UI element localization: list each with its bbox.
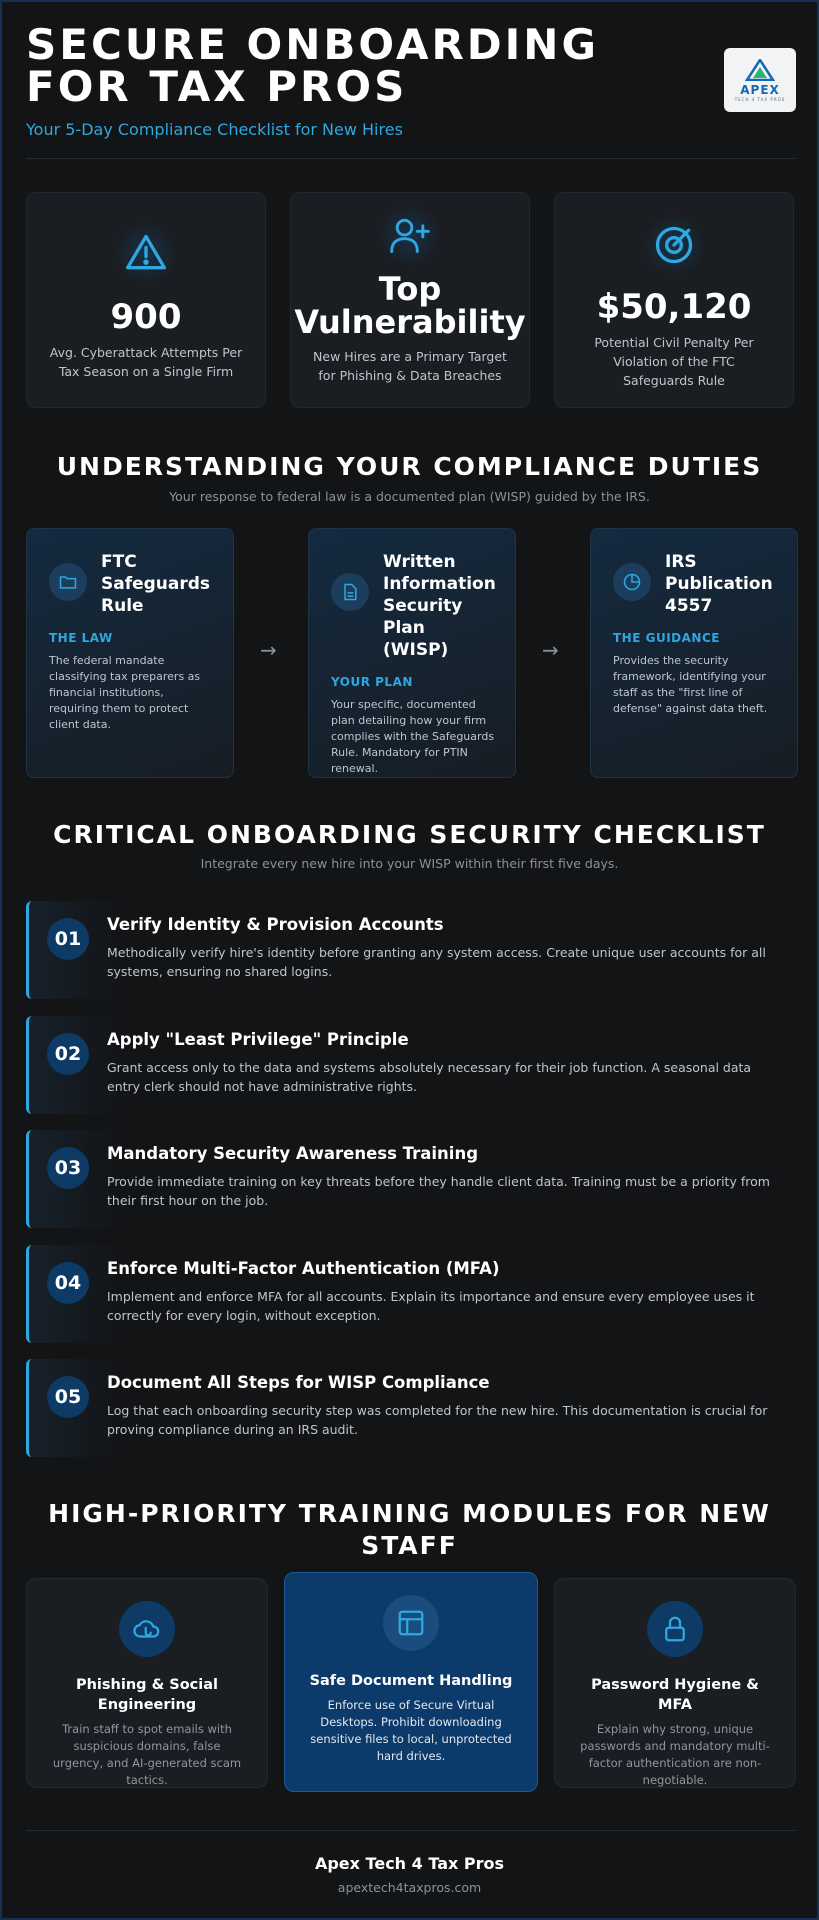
duty-name: Written Information Security Plan (WISP) (383, 552, 496, 660)
logo-name: APEX (740, 82, 780, 97)
header (26, 20, 676, 139)
training-title: HIGH-PRIORITY TRAINING MODULES FOR NEW STAFF (48, 1499, 771, 1560)
step-number: 01 (47, 918, 89, 960)
footer-divider (26, 1830, 796, 1831)
duty-tag: THE GUIDANCE (613, 631, 720, 645)
footer-url: apextech4taxpros.com (337, 1880, 482, 1895)
step-text: Implement and enforce MFA for all accounts. Explain its importance and ensure every employee uses it correctly for every login, without exception. (107, 1289, 755, 1323)
stat-card-vulnerability (290, 192, 530, 408)
module-text: Explain why strong, unique passwords and mandatory multi-factor authentication are non-negotiable. (580, 1722, 770, 1787)
layout-icon (383, 1595, 439, 1651)
logo-mark-icon (745, 59, 775, 81)
step-title: Enforce Multi-Factor Authentication (MFA) (107, 1259, 500, 1278)
step-text: Provide immediate training on key threats before they handle client data. Training must be a priority from their first hour on the job. (107, 1174, 770, 1208)
step-title: Verify Identity & Provision Accounts (107, 915, 444, 934)
duty-text: Your specific, documented plan detailing how your firm complies with the Safeguards Rule. Mandatory for PTIN renewal. (331, 698, 495, 775)
step-number: 03 (47, 1147, 89, 1189)
module-text: Train staff to spot emails with suspicious domains, false urgency, and AI-generated scam tactics. (52, 1722, 242, 1787)
duty-text: The federal mandate classifying tax preparers as financial institutions, requiring them to protect client data. (49, 654, 201, 731)
module-card-documents (284, 1572, 538, 1792)
checklist-step (26, 901, 796, 999)
checklist-step (26, 1359, 796, 1457)
checklist-subtitle: Integrate every new hire into your WISP within their first five days. (200, 856, 619, 871)
duty-card-ftc (26, 528, 234, 778)
step-text: Methodically verify hire's identity before granting any system access. Create unique user accounts for all systems, ensuring no shared logins. (107, 945, 766, 979)
step-number: 05 (47, 1376, 89, 1418)
step-text: Grant access only to the data and systems absolutely necessary for their job function. A seasonal data entry clerk should not have administrative rights. (107, 1060, 752, 1094)
stat-card-penalty (554, 192, 794, 408)
stat-label: Avg. Cyberattack Attempts Per Tax Season on a Single Firm (49, 345, 243, 379)
folder-icon (49, 563, 87, 601)
user-plus-icon (380, 205, 440, 265)
page-subtitle: Your 5-Day Compliance Checklist for New Hires (26, 120, 403, 139)
lock-icon (647, 1601, 703, 1657)
duty-name: IRS Publication 4557 (665, 552, 773, 616)
duty-name: FTC Safeguards Rule (101, 552, 211, 616)
step-title: Mandatory Security Awareness Training (107, 1144, 479, 1163)
stat-value: $50,120 (596, 287, 752, 327)
apex-logo (724, 48, 796, 112)
header-divider (26, 158, 796, 159)
warning-icon (116, 223, 176, 283)
step-number: 04 (47, 1262, 89, 1304)
module-title: Password Hygiene & MFA (591, 1677, 759, 1713)
document-icon (331, 573, 369, 611)
stat-label: Potential Civil Penalty Per Violation of the FTC Safeguards Rule (594, 335, 754, 388)
stat-label: New Hires are a Primary Target for Phishing & Data Breaches (313, 349, 507, 383)
duty-tag: YOUR PLAN (331, 675, 413, 689)
duty-card-irs (590, 528, 798, 778)
logo-tagline: TECH 4 TAX PROS (734, 96, 786, 102)
step-title: Document All Steps for WISP Compliance (107, 1373, 490, 1392)
module-card-passwords (554, 1578, 796, 1788)
step-number: 02 (47, 1033, 89, 1075)
module-title: Safe Document Handling (309, 1673, 513, 1689)
footer-company-name: Apex Tech 4 Tax Pros (314, 1854, 505, 1873)
duty-tag: THE LAW (49, 631, 113, 645)
page-title: SECURE ONBOARDING FOR TAX PROS (26, 20, 599, 111)
pie-chart-icon (613, 563, 651, 601)
duties-title: UNDERSTANDING YOUR COMPLIANCE DUTIES (56, 452, 763, 481)
module-card-phishing (26, 1578, 268, 1788)
duty-card-wisp (308, 528, 516, 778)
stat-value: 900 (110, 297, 182, 337)
module-title: Phishing & Social Engineering (75, 1677, 218, 1713)
arrow-icon: → (260, 638, 277, 662)
cloud-hook-icon (119, 1601, 175, 1657)
stat-card-attacks (26, 192, 266, 408)
step-title: Apply "Least Privilege" Principle (107, 1030, 409, 1049)
checklist-step (26, 1245, 796, 1343)
checklist-step (26, 1016, 796, 1114)
arrow-icon: → (542, 638, 559, 662)
module-text: Enforce use of Secure Virtual Desktops. Prohibit downloading sensitive files to local, unprotected hard drives. (310, 1698, 512, 1763)
target-icon (644, 215, 704, 275)
duty-text: Provides the security framework, identifying your staff as the "first line of defense" against data theft. (613, 654, 768, 715)
stat-value: Top Vulnerability (294, 270, 526, 341)
step-text: Log that each onboarding security step was completed for the new hire. This documentation is crucial for proving compliance during an IRS audit. (107, 1403, 768, 1437)
checklist-title: CRITICAL ONBOARDING SECURITY CHECKLIST (53, 820, 766, 849)
checklist-step (26, 1130, 796, 1228)
duties-subtitle: Your response to federal law is a documented plan (WISP) guided by the IRS. (169, 489, 650, 504)
